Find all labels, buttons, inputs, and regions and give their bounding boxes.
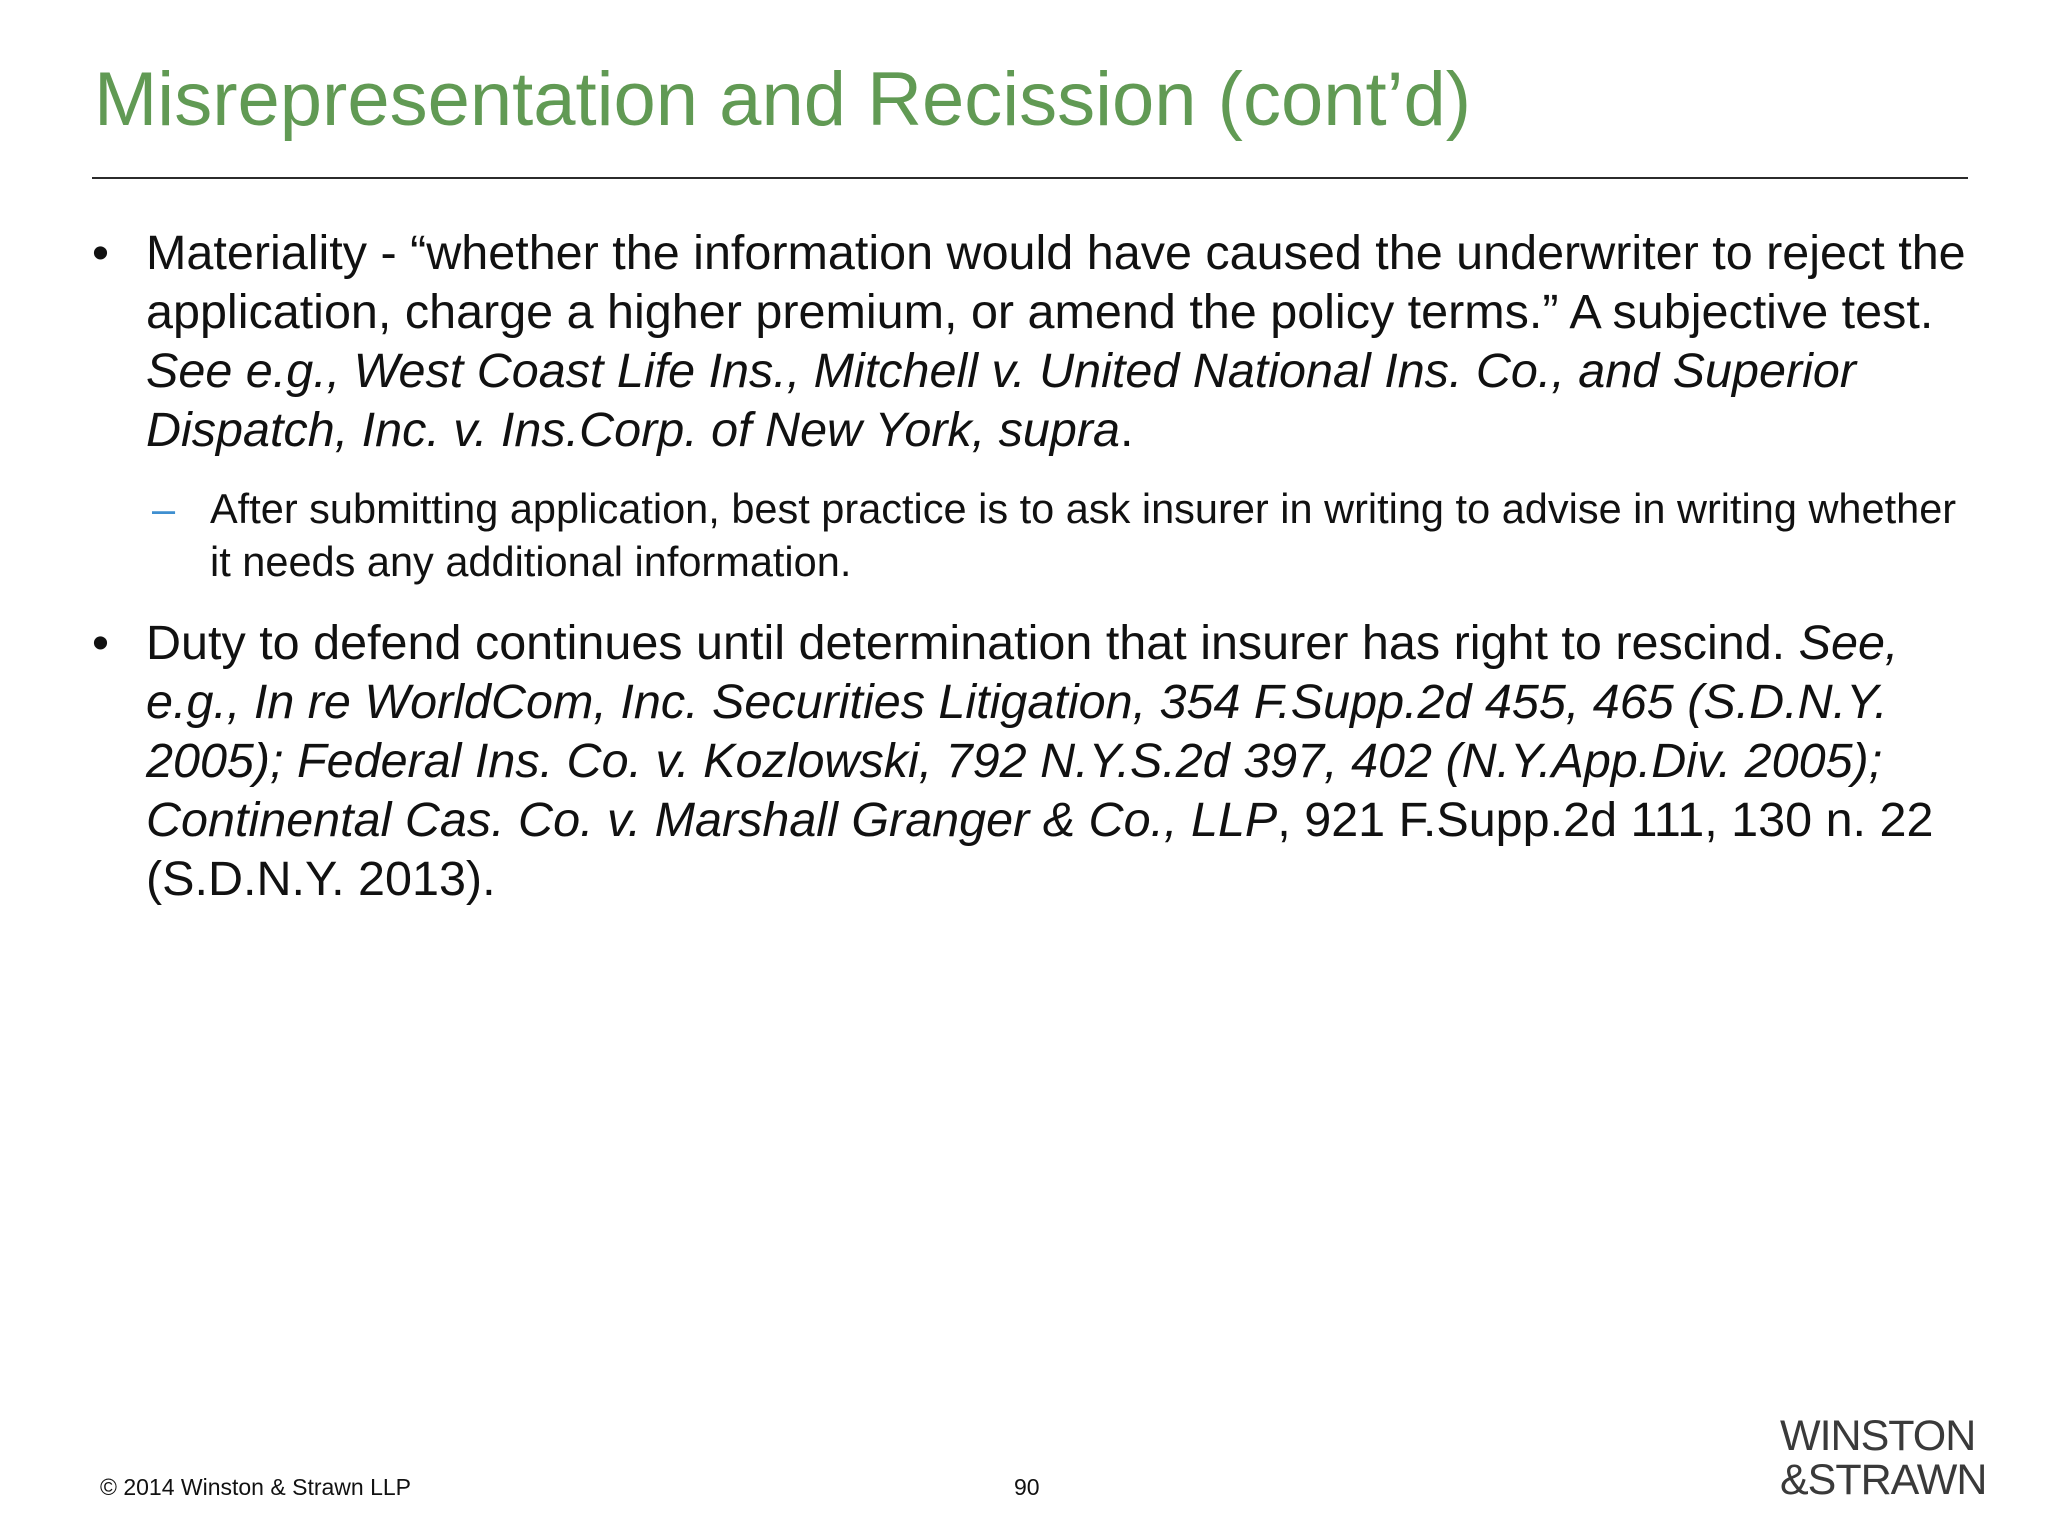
case-citation: See, e.g., In re WorldCom, Inc. Securities Litigation, 354 F.Supp.2d 455, 465 (S.D.N.Y. 2005); Federal Ins. Co. v. Kozlowski, 792 N.Y.S.2d 397, 402 (N.Y.App.Div. 2005); Continental Cas. Co. v. Marshall Granger & Co., LLP [146, 616, 1899, 847]
page-number: 90 [1014, 1474, 1040, 1500]
bullet-text: Duty to defend continues until determination that insurer has right to rescind. [146, 616, 1799, 670]
bullet-duty-to-defend [92, 614, 1972, 909]
case-citation: See e.g., West Coast Life Ins., Mitchell v. United National Ins. Co., and Superior Dispatch, Inc. v. Ins.Corp. of New York, supra [146, 344, 1857, 457]
footer-copyright: © 2014 Winston & Strawn LLP [100, 1474, 411, 1500]
bullet-marker: • [92, 226, 109, 280]
bullet-text: . [1120, 403, 1134, 457]
bullet-text: Materiality - “whether the information would have caused the underwriter to reject the application, charge a higher premium, or amend the policy terms.” A subjective test. [146, 226, 1966, 339]
sub-bullet-text: After submitting application, best practice is to ask insurer in writing to advise in writing whether it needs any additional information. [210, 485, 1957, 585]
bullet-text: , 921 F.Supp.2d 111, 130 n. 22 (S.D.N.Y. 2013). [146, 793, 1934, 906]
dash-marker: – [152, 485, 176, 532]
bullet-materiality [92, 224, 1972, 460]
winston-strawn-logo [1780, 1412, 1987, 1504]
sub-bullet-best-practice [92, 482, 1972, 588]
logo-line-1: WINSTON [1780, 1412, 1976, 1460]
bullet-marker: • [92, 616, 109, 670]
slide-body [92, 224, 1972, 909]
logo-line-2: &STRAWN [1780, 1456, 1987, 1504]
title-divider [92, 177, 1968, 179]
slide-title: Misrepresentation and Recission (cont’d) [94, 57, 1472, 142]
